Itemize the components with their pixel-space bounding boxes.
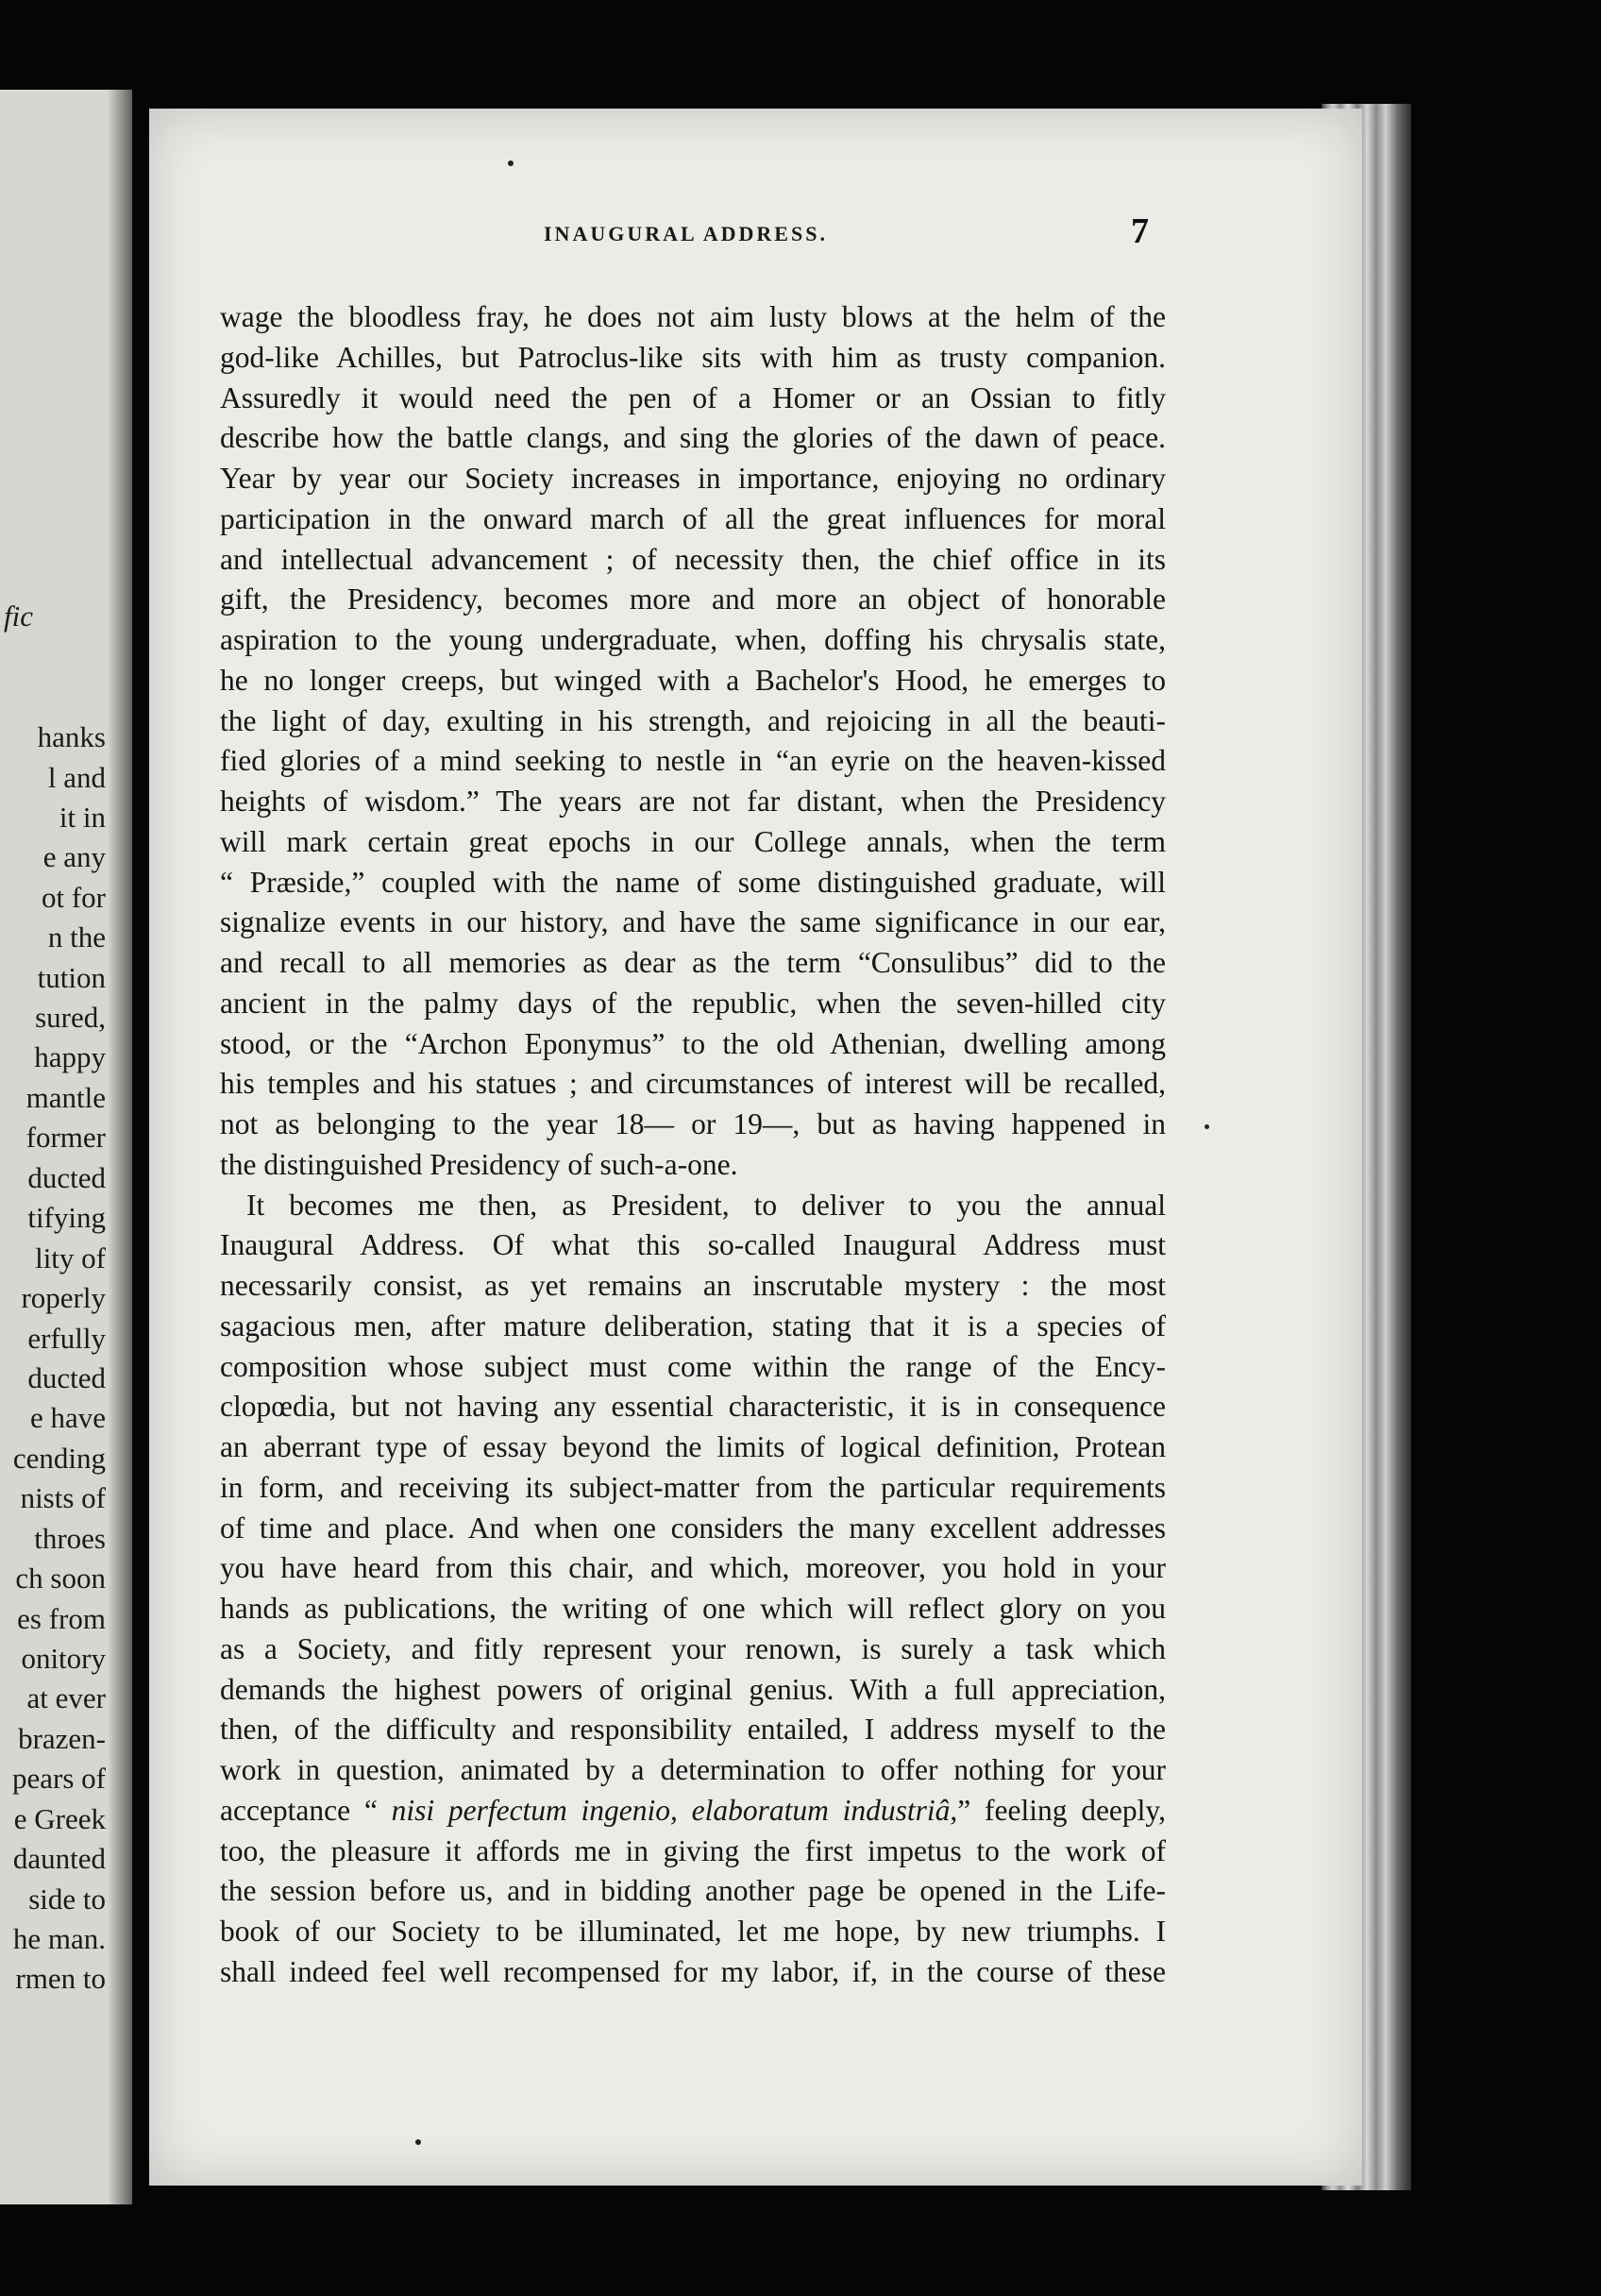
left-page-line-fragment: n the (47, 920, 106, 954)
ink-speck (415, 2139, 421, 2145)
text-line: sagacious men, after mature deliberation, stating that it is a species of (220, 1308, 1166, 1342)
text-line: gift, the Presidency, becomes more and more an object of honorable (220, 582, 1166, 616)
left-page-line-fragment: rmen to (15, 1962, 106, 1995)
text-line: the distinguished Presidency of such-a-one. (220, 1147, 738, 1181)
text-line: he no longer creeps, but winged with a Bachelor's Hood, he emerges to (220, 663, 1166, 697)
text-line: an aberrant type of essay beyond the limits of logical definition, Protean (220, 1430, 1166, 1463)
text-line: book of our Society to be illuminated, let me hope, by new triumphs. I (220, 1915, 1166, 1948)
text-line: not as belonging to the year 18— or 19—, but as having happened in (220, 1107, 1166, 1140)
left-page-line-fragment: erfully (27, 1322, 106, 1355)
text-line: shall indeed feel well recompensed for my labor, if, in the course of these (220, 1954, 1166, 1988)
left-page-line-fragment: at ever (26, 1681, 106, 1714)
text-line: acceptance “ nisi perfectum ingenio, elaboratum industriâ,” feeling deeply, (220, 1793, 1166, 1827)
ink-speck (508, 160, 514, 166)
text-line: Assuredly it would need the pen of a Homer or an Ossian to fitly (220, 380, 1166, 414)
text-line: fied glories of a mind seeking to nestle in “an eyrie on the heaven-kissed (220, 744, 1166, 778)
facing-page-fragment (0, 90, 132, 2204)
left-page-line-fragment: happy (34, 1040, 106, 1073)
text-line: demands the highest powers of original genius. With a full appreciation, (220, 1672, 1166, 1706)
left-page-line-fragment: he man. (12, 1922, 106, 1955)
left-page-line-fragment: daunted (12, 1842, 106, 1875)
text-line: his temples and his statues ; and circumstances of interest will be recalled, (220, 1067, 1166, 1101)
text-line: “ Præside,” coupled with the name of some distinguished graduate, will (220, 865, 1166, 899)
text-line: hands as publications, the writing of one which will reflect glory on you (220, 1592, 1166, 1625)
text-line: and recall to all memories as dear as the term “Consulibus” did to the (220, 946, 1166, 979)
left-page-line-fragment: it in (59, 801, 106, 834)
left-page-line-fragment: hanks (37, 720, 106, 753)
left-page-line-fragment: e any (42, 840, 106, 873)
left-page-line-fragment: l and (47, 761, 106, 794)
left-page-line-fragment: tution (37, 961, 106, 994)
left-page-line-fragment: side to (28, 1882, 106, 1916)
ink-speck (1205, 1124, 1209, 1129)
text-line: Year by year our Society increases in importance, enjoying no ordinary (220, 462, 1166, 495)
book-page (149, 109, 1362, 2186)
text-line: heights of wisdom.” The years are not far distant, when the Presidency (220, 785, 1166, 818)
left-page-line-fragment: brazen- (18, 1722, 106, 1755)
text-line: composition whose subject must come within the range of the Ency- (220, 1349, 1166, 1383)
left-page-line-fragment: lity of (35, 1241, 106, 1275)
text-line: of time and place. And when one considers the many excellent addresses (220, 1511, 1166, 1545)
text-line: participation in the onward march of all the great influences for moral (220, 501, 1166, 535)
left-page-line-fragment: ducted (27, 1161, 106, 1194)
text-line: as a Society, and fitly represent your renown, is surely a task which (220, 1631, 1166, 1665)
left-page-line-fragment: sured, (35, 1001, 106, 1034)
text-line: and intellectual advancement ; of necessity then, the chief office in its (220, 542, 1166, 576)
left-page-line-fragment: ot for (41, 881, 106, 914)
text-line: necessarily consist, as yet remains an inscrutable mystery : the most (220, 1269, 1166, 1302)
text-line: work in question, animated by a determination to offer nothing for your (220, 1753, 1166, 1786)
text-line: then, of the difficulty and responsibility entailed, I address myself to the (220, 1713, 1166, 1747)
text-line: you have heard from this chair, and which, moreover, you hold in your (220, 1551, 1166, 1585)
left-page-line-fragment: mantle (25, 1081, 106, 1114)
text-line: Inaugural Address. Of what this so-called Inaugural Address must (220, 1228, 1166, 1262)
page-number: 7 (1131, 211, 1149, 251)
left-page-line-fragment: tifying (27, 1201, 106, 1234)
text-line: god-like Achilles, but Patroclus-like sits with him as trusty companion. (220, 340, 1166, 374)
left-page-line-fragment: ducted (27, 1361, 106, 1394)
left-page-line-fragment: es from (17, 1602, 106, 1635)
left-page-line-fragment: pears of (12, 1762, 106, 1795)
text-line: clopœdia, but not having any essential characteristic, it is in consequence (220, 1390, 1166, 1424)
text-line: aspiration to the young undergraduate, when, doffing his chrysalis state, (220, 623, 1166, 656)
text-line: the session before us, and in bidding another page be opened in the Life- (220, 1874, 1166, 1908)
left-page-line-fragment: onitory (21, 1642, 106, 1675)
text-line: It becomes me then, as President, to deliver to you the annual (246, 1188, 1166, 1222)
gutter-shadow (108, 90, 132, 2204)
text-line: wage the bloodless fray, he does not aim lusty blows at the helm of the (220, 300, 1166, 333)
body-text (220, 297, 1166, 1993)
text-line: stood, or the “Archon Eponymus” to the old Athenian, dwelling among (220, 1026, 1166, 1060)
left-page-line-fragment: roperly (21, 1281, 106, 1314)
text-line: describe how the battle clangs, and sing the glories of the dawn of peace. (220, 421, 1166, 455)
running-head: INAUGURAL ADDRESS. (544, 222, 828, 245)
text-line: the light of day, exulting in his strength, and rejoicing in all the beauti- (220, 703, 1166, 737)
text-line: in form, and receiving its subject-matter from the particular requirements (220, 1470, 1166, 1504)
left-page-line-fragment: e have (29, 1401, 106, 1434)
text-line: too, the pleasure it affords me in giving the first impetus to the work of (220, 1833, 1166, 1867)
text-line: ancient in the palmy days of the republic, when the seven-hilled city (220, 986, 1166, 1020)
latin-phrase: nisi perfectum ingenio, elaboratum industriâ (391, 1793, 951, 1827)
left-page-line-fragment: fic (4, 599, 33, 633)
text-line: will mark certain great epochs in our College annals, when the term (220, 824, 1166, 858)
text-line: signalize events in our history, and have the same significance in our ear, (220, 905, 1166, 939)
left-page-line-fragment: throes (34, 1522, 106, 1555)
left-page-line-fragment: former (25, 1121, 106, 1154)
left-page-line-fragment: ch soon (15, 1562, 106, 1595)
left-page-line-fragment: nists of (20, 1481, 106, 1514)
left-page-line-fragment: cending (12, 1442, 106, 1475)
left-page-line-fragment: e Greek (13, 1802, 106, 1835)
